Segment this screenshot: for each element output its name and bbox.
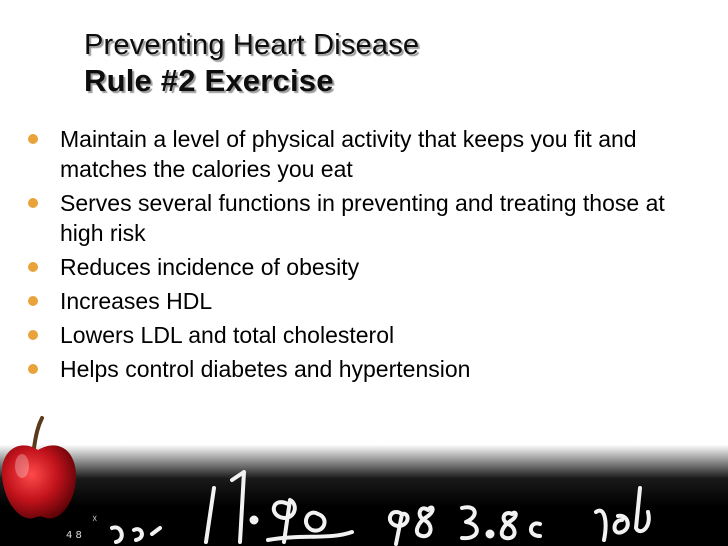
orange-dot-icon: [28, 364, 38, 374]
bullet-text: Maintain a level of physical activity that keeps you fit and matches the calories you eat: [60, 126, 637, 182]
slide-title-line-1: Preventing Heart Disease: [84, 29, 420, 61]
svg-text:4 8: 4 8: [66, 530, 82, 541]
bullet-item: [22, 320, 702, 350]
bullet-text: Helps control diabetes and hypertension: [60, 356, 471, 382]
svg-text:☓: ☓: [92, 514, 98, 525]
bullet-item: [22, 252, 702, 282]
bullet-item: [22, 286, 702, 316]
bullet-item: [22, 354, 702, 384]
bullet-text: Lowers LDL and total cholesterol: [60, 322, 395, 348]
bullet-text: Reduces incidence of obesity: [60, 254, 360, 280]
bullet-item: [22, 124, 702, 184]
orange-dot-icon: [28, 134, 38, 144]
orange-dot-icon: [28, 198, 38, 208]
chalkboard-math-image: [0, 416, 728, 546]
slide-title-line-2: Rule #2 Exercise: [84, 63, 334, 98]
bullet-text: Increases HDL: [60, 288, 213, 314]
bullet-item: [22, 188, 702, 248]
orange-dot-icon: [28, 262, 38, 272]
slide-title: [84, 28, 419, 100]
orange-dot-icon: [28, 296, 38, 306]
bullet-list: [22, 124, 702, 388]
bullet-text: Serves several functions in preventing and treating those at high risk: [60, 190, 665, 246]
orange-dot-icon: [28, 330, 38, 340]
apple-icon: [0, 414, 78, 524]
